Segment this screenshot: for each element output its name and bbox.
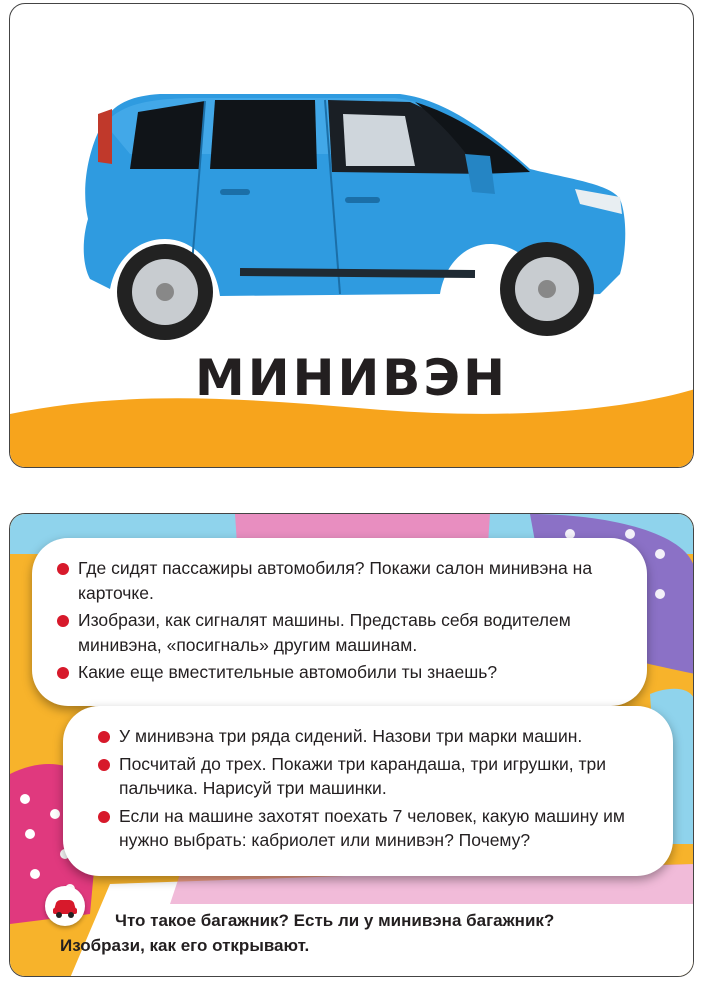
list-item: Если на машине захотят поехать 7 человек, какую машину им нужно выбрать: кабриолет или минивэн? Почему? bbox=[119, 804, 655, 853]
bullet-dot bbox=[57, 563, 69, 575]
bullet-dot bbox=[98, 811, 110, 823]
minivan-car bbox=[84, 94, 626, 340]
questions-bubble-2 bbox=[63, 706, 673, 876]
bullet-dot bbox=[57, 615, 69, 627]
back-card bbox=[9, 513, 694, 977]
bullet-dot bbox=[57, 667, 69, 679]
list-item: Какие еще вместительные автомобили ты знаешь? bbox=[78, 660, 627, 685]
bullet-dot bbox=[98, 731, 110, 743]
list-item: Где сидят пассажиры автомобиля? Покажи салон минивэна на карточке. bbox=[78, 556, 627, 605]
questions-bubble-1 bbox=[32, 538, 647, 706]
list-item: У минивэна три ряда сидений. Назови три марки машин. bbox=[119, 724, 655, 749]
list-item: Посчитай до трех. Покажи три карандаша, три игрушки, три пальчика. Нарисуй три машинки. bbox=[119, 752, 655, 801]
bottom-question: Что такое багажник? Есть ли у минивэна багажник? Изобрази, как его открывают. bbox=[60, 911, 555, 955]
list-item: Изобрази, как сигналят машины. Представь себя водителем минивэна, «посигналь» другим машинам. bbox=[78, 608, 627, 657]
bullet-dot bbox=[98, 759, 110, 771]
front-card bbox=[9, 3, 694, 468]
card-title: МИНИВЭН bbox=[195, 349, 508, 407]
